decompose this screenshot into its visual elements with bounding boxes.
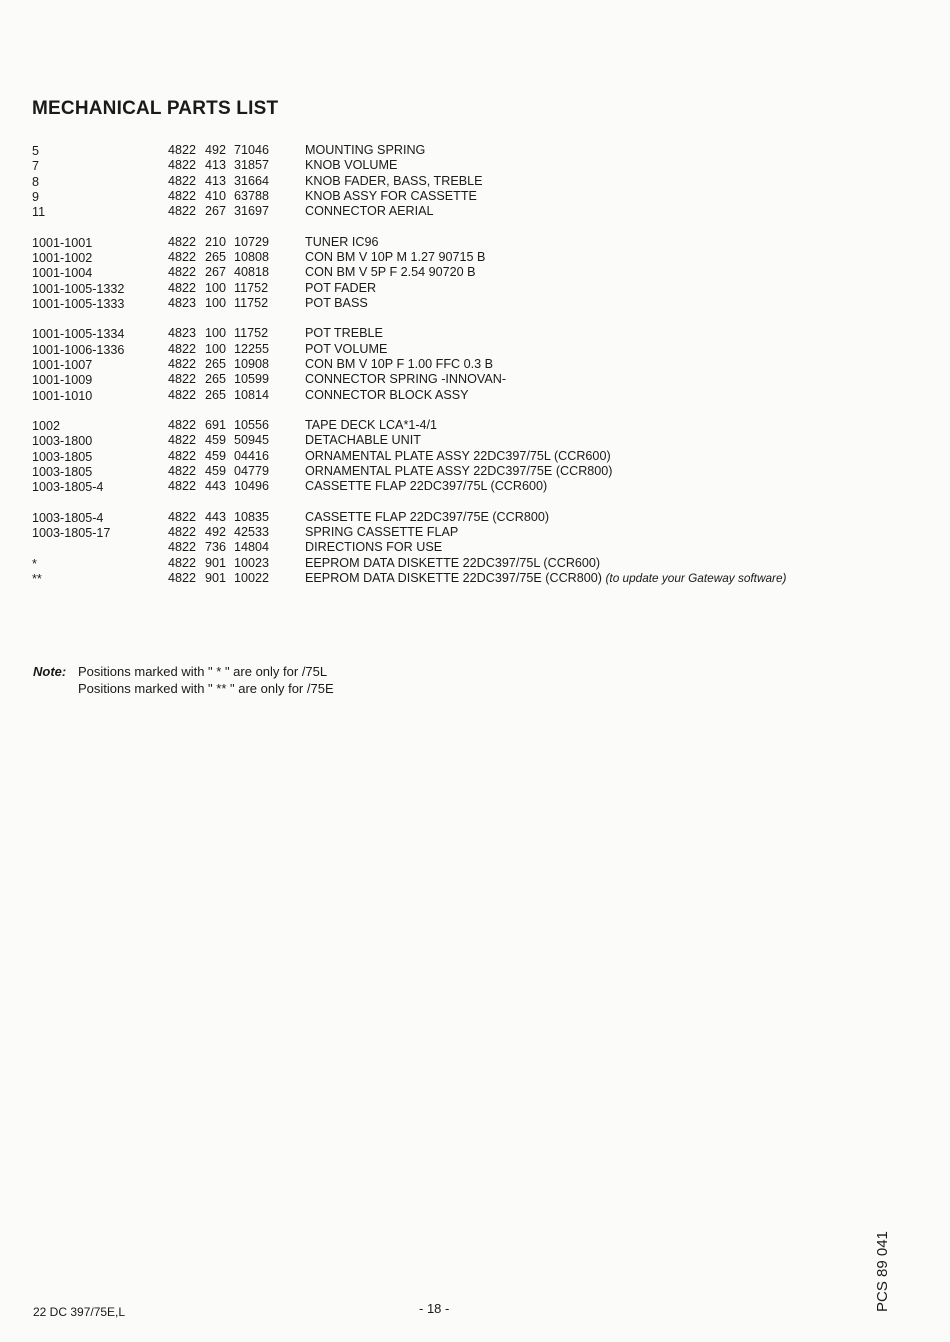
part-description xyxy=(305,174,483,189)
page-number: - 18 - xyxy=(419,1301,450,1316)
part-code-segment: 10599 xyxy=(234,372,270,387)
part-row xyxy=(32,143,932,158)
part-description xyxy=(305,204,434,219)
part-description-text: EEPROM DATA DISKETTE 22DC397/75E (CCR800) xyxy=(305,570,602,585)
part-code-segment: 413 xyxy=(205,173,227,188)
part-code-segment: 4822 xyxy=(168,341,197,356)
part-code-segment: 42533 xyxy=(234,524,270,539)
part-description xyxy=(305,189,477,204)
part-row xyxy=(32,189,932,204)
part-code-segment: 4822 xyxy=(168,540,197,555)
parts-group xyxy=(32,510,932,586)
part-code-segment: 901 xyxy=(205,570,227,585)
part-code-segment: 736 xyxy=(205,540,227,555)
part-description-text: POT BASS xyxy=(305,295,368,310)
part-code-segment: 4822 xyxy=(168,372,197,387)
part-code-segment: 4822 xyxy=(168,158,197,173)
part-row xyxy=(32,235,932,250)
part-code-segment: 4823 xyxy=(168,326,197,341)
part-code-segment: 267 xyxy=(205,204,227,219)
part-row xyxy=(32,540,932,555)
part-position: 1001-1009 xyxy=(32,373,93,388)
part-description xyxy=(305,342,387,357)
part-code-segment: 459 xyxy=(205,448,227,463)
part-position: 1001-1002 xyxy=(32,250,93,265)
part-code-segment: 4822 xyxy=(168,143,197,157)
part-description xyxy=(305,158,397,173)
part-description-text: ORNAMENTAL PLATE ASSY 22DC397/75E (CCR800) xyxy=(305,463,613,478)
parts-list xyxy=(32,143,932,601)
part-row xyxy=(32,250,932,265)
part-code-segment: 4822 xyxy=(168,204,197,219)
part-position: 1001-1010 xyxy=(32,388,93,403)
part-code-segment: 691 xyxy=(205,418,227,433)
part-description xyxy=(305,571,786,586)
part-row xyxy=(32,326,932,341)
part-code-segment: 265 xyxy=(205,372,227,387)
part-code-segment: 12255 xyxy=(234,341,270,356)
page-title: MECHANICAL PARTS LIST xyxy=(32,98,279,119)
part-description xyxy=(305,418,437,433)
part-code-segment: 265 xyxy=(205,249,227,264)
part-row xyxy=(32,433,932,448)
part-position: 1002 xyxy=(32,419,61,434)
part-row xyxy=(32,510,932,525)
part-code-segment: 459 xyxy=(205,433,227,448)
part-code-segment: 410 xyxy=(205,188,227,203)
part-description-text: ORNAMENTAL PLATE ASSY 22DC397/75L (CCR600) xyxy=(305,448,611,463)
part-row xyxy=(32,418,932,433)
part-code-segment: 10908 xyxy=(234,356,270,371)
part-code-segment: 4822 xyxy=(168,188,197,203)
part-description-text: KNOB ASSY FOR CASSETTE xyxy=(305,188,477,203)
part-position: 9 xyxy=(32,189,40,204)
part-code-segment: 31857 xyxy=(234,158,270,173)
part-code-segment: 31697 xyxy=(234,204,270,219)
part-description-text: POT VOLUME xyxy=(305,341,388,356)
part-code-segment: 459 xyxy=(205,463,227,478)
part-row xyxy=(32,281,932,296)
part-code-segment: 4822 xyxy=(168,509,197,524)
part-position: 1001-1007 xyxy=(32,357,93,372)
part-code-segment: 50945 xyxy=(234,433,270,448)
part-code-segment: 443 xyxy=(205,479,227,494)
part-description xyxy=(305,357,493,372)
part-position: 1003-1800 xyxy=(32,434,93,449)
part-position: 11 xyxy=(32,205,46,220)
part-code-segment: 63788 xyxy=(234,188,270,203)
part-code-segment: 100 xyxy=(205,326,227,341)
part-position: 1001-1004 xyxy=(32,266,93,281)
part-description-text: CON BM V 10P M 1.27 90715 B xyxy=(305,249,486,264)
part-code-segment: 10808 xyxy=(234,249,270,264)
part-code-segment: 901 xyxy=(205,555,227,570)
part-description-text: KNOB FADER, BASS, TREBLE xyxy=(305,173,483,188)
part-code-segment: 4822 xyxy=(168,280,197,295)
part-code-segment: 4823 xyxy=(168,295,197,310)
part-description xyxy=(305,388,469,403)
part-description-text: POT TREBLE xyxy=(305,326,383,341)
part-description-text: MOUNTING SPRING xyxy=(305,143,426,157)
part-row xyxy=(32,372,932,387)
parts-group xyxy=(32,326,932,402)
part-description-text: CON BM V 5P F 2.54 90720 B xyxy=(305,265,476,280)
part-position: * xyxy=(32,556,37,571)
part-description xyxy=(305,265,476,280)
part-code-segment: 4822 xyxy=(168,418,197,433)
part-row xyxy=(32,525,932,540)
part-code-segment: 4822 xyxy=(168,249,197,264)
part-code-segment: 11752 xyxy=(234,295,269,310)
part-description xyxy=(305,510,549,525)
part-description xyxy=(305,250,485,265)
part-description-text: CASSETTE FLAP 22DC397/75L (CCR600) xyxy=(305,479,548,494)
part-code-segment: 4822 xyxy=(168,387,197,402)
part-row xyxy=(32,464,932,479)
part-code-segment: 4822 xyxy=(168,265,197,280)
part-code-segment: 4822 xyxy=(168,433,197,448)
part-position: 7 xyxy=(32,159,40,174)
parts-group xyxy=(32,418,932,494)
part-position: 1003-1805 xyxy=(32,449,93,464)
part-code-segment: 04779 xyxy=(234,463,270,478)
part-code-segment: 492 xyxy=(205,143,227,157)
part-description xyxy=(305,143,425,158)
part-description xyxy=(305,296,368,311)
side-document-code: PCS 89 041 xyxy=(874,1231,891,1312)
part-description xyxy=(305,540,442,555)
part-position: 1003-1805-17 xyxy=(32,525,111,540)
part-code-segment: 4822 xyxy=(168,570,197,585)
part-code-segment: 31664 xyxy=(234,173,270,188)
part-code-segment: 4822 xyxy=(168,173,197,188)
part-code-segment: 4822 xyxy=(168,463,197,478)
part-description-text: TAPE DECK LCA*1-4/1 xyxy=(305,418,438,433)
note-line-75l: Positions marked with " * " are only for /75L xyxy=(78,664,328,679)
part-row xyxy=(32,296,932,311)
part-code-segment: 267 xyxy=(205,265,227,280)
part-description-text: EEPROM DATA DISKETTE 22DC397/75L (CCR600) xyxy=(305,555,601,570)
part-code-segment: 71046 xyxy=(234,143,270,157)
part-code-segment: 11752 xyxy=(234,280,269,295)
part-position: 5 xyxy=(32,144,40,158)
part-code-segment: 04416 xyxy=(234,448,270,463)
part-position: 8 xyxy=(32,174,40,189)
part-position: 1001-1006-1336 xyxy=(32,342,125,357)
part-position: 1003-1805 xyxy=(32,464,93,479)
part-row xyxy=(32,265,932,280)
part-code-segment: 10835 xyxy=(234,509,270,524)
part-code-segment: 4822 xyxy=(168,448,197,463)
part-description xyxy=(305,479,547,494)
part-code-segment: 265 xyxy=(205,387,227,402)
part-description-text: KNOB VOLUME xyxy=(305,158,398,173)
part-description xyxy=(305,326,383,341)
part-description xyxy=(305,556,600,571)
part-code-segment: 4822 xyxy=(168,555,197,570)
part-description-text: CONNECTOR AERIAL xyxy=(305,204,434,219)
part-code-segment: 265 xyxy=(205,356,227,371)
part-description-text: DETACHABLE UNIT xyxy=(305,433,421,448)
part-code-segment: 14804 xyxy=(234,540,270,555)
part-description xyxy=(305,372,506,387)
part-row xyxy=(32,571,932,586)
part-description xyxy=(305,433,421,448)
part-code-segment: 210 xyxy=(205,234,227,249)
part-code-segment: 10023 xyxy=(234,555,270,570)
part-description-text: SPRING CASSETTE FLAP xyxy=(305,524,459,539)
parts-group xyxy=(32,143,932,219)
part-description-text: TUNER IC96 xyxy=(305,234,379,249)
part-row xyxy=(32,556,932,571)
part-code-segment: 413 xyxy=(205,158,227,173)
part-code-segment: 40818 xyxy=(234,265,270,280)
part-code-segment: 10814 xyxy=(234,387,270,402)
part-code-segment: 492 xyxy=(205,524,227,539)
part-code-segment: 4822 xyxy=(168,524,197,539)
part-description xyxy=(305,464,613,479)
part-description-text: CON BM V 10P F 1.00 FFC 0.3 B xyxy=(305,356,494,371)
part-description xyxy=(305,281,376,296)
part-description-text: CONNECTOR BLOCK ASSY xyxy=(305,387,469,402)
part-description-note: (to update your Gateway software) xyxy=(605,570,787,585)
part-position: 1001-1005-1334 xyxy=(32,327,125,342)
part-code-segment: 10729 xyxy=(234,234,270,249)
note-line-75e: Positions marked with " ** " are only for /75E xyxy=(78,681,334,696)
part-position: 1003-1805-4 xyxy=(32,480,104,495)
part-row xyxy=(32,342,932,357)
part-code-segment: 100 xyxy=(205,341,227,356)
part-code-segment: 10496 xyxy=(234,479,270,494)
part-row xyxy=(32,449,932,464)
part-description xyxy=(305,449,611,464)
part-description-text: POT FADER xyxy=(305,280,377,295)
part-code-segment: 4822 xyxy=(168,356,197,371)
part-code-segment: 10022 xyxy=(234,570,270,585)
part-description-text: CONNECTOR SPRING -INNOVAN- xyxy=(305,372,507,387)
part-position: 1001-1005-1332 xyxy=(32,281,125,296)
part-row xyxy=(32,479,932,494)
part-code-segment: 443 xyxy=(205,509,227,524)
part-description-text: DIRECTIONS FOR USE xyxy=(305,540,443,555)
part-row xyxy=(32,174,932,189)
part-code-segment: 4822 xyxy=(168,479,197,494)
part-code-segment: 100 xyxy=(205,295,227,310)
part-position: 1001-1005-1333 xyxy=(32,296,125,311)
part-position: 1003-1805-4 xyxy=(32,510,104,525)
part-row xyxy=(32,357,932,372)
part-code-segment: 11752 xyxy=(234,326,269,341)
part-row xyxy=(32,204,932,219)
part-description xyxy=(305,235,378,250)
part-code-segment: 4822 xyxy=(168,234,197,249)
part-description-text: CASSETTE FLAP 22DC397/75E (CCR800) xyxy=(305,509,550,524)
part-code-segment: 100 xyxy=(205,280,227,295)
part-position: 1001-1001 xyxy=(32,235,93,250)
part-row xyxy=(32,388,932,403)
note-label: Note: xyxy=(33,664,67,679)
part-code-segment: 10556 xyxy=(234,418,270,433)
parts-group xyxy=(32,235,932,311)
part-position: ** xyxy=(32,571,42,586)
footer-model: 22 DC 397/75E,L xyxy=(33,1305,126,1319)
part-description xyxy=(305,525,458,540)
part-row xyxy=(32,158,932,173)
